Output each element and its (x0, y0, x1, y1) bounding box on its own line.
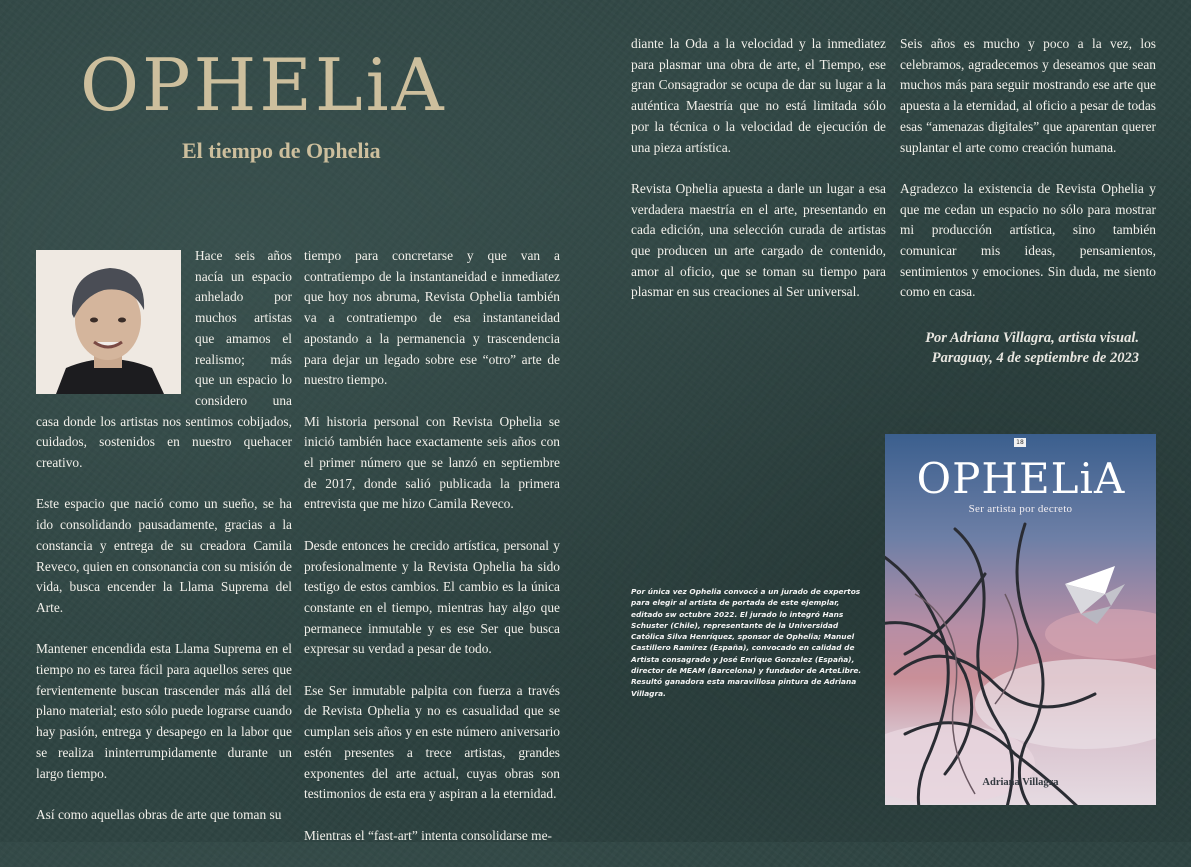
paragraph: Mientras el “fast-art” intenta consolidarse me- (304, 827, 552, 843)
author-signature (880, 328, 1139, 368)
paragraph: Revista Ophelia apuesta a darle un lugar a esa verdadera maestría en el arte, presentando en cada edición, una selección curada de artistas que producen un arte cargado de contenido, amor al oficio, que se toman su tiempo para plasmar en sus creaciones al Ser universal. (631, 180, 886, 300)
issue-number: 18 (1014, 438, 1026, 447)
paragraph: Este espacio que nació como un sueño, se ha ido consolidando pausadamente, gracias a la constancia y entrega de su creadora Camila Reveco, quien en consonancia con su misión de vida, busca encender la Llama Suprema del Arte. (36, 496, 292, 615)
cover-logo: OPHELiA (916, 454, 1126, 503)
cover-artist-name: Adriana Villagra (982, 777, 1059, 788)
paragraph: Ese Ser inmutable palpita con fuerza a través de Revista Ophelia y no es casualidad que se cumplan seis años y en este número aniversario estén presentes a trece artistas, grandes exponentes del arte actual, cuyas obras son testimonios de esta era y aspiran a la eternidad. (304, 682, 560, 802)
paragraph: Seis años es mucho y poco a la vez, los celebramos, agradecemos y deseamos que sean muchos más para seguir mostrando ese arte que apuesta a la eternidad, al oficio a pesar de todas esas “amenazas digitales” que aparentan querer suplantar el arte como creación humana. (900, 36, 1156, 155)
author-portrait (36, 250, 181, 394)
article-column-2 (304, 246, 560, 867)
paragraph: Hace seis años nacía un espacio anhelado por muchos artistas que amamos el realismo; más que un espacio lo considero una casa donde los artistas nos sentimos cobijados, cuidados, sostenidos en nuestro quehacer creativo. (36, 248, 292, 471)
page-subtitle: El tiempo de Ophelia (182, 138, 381, 163)
cover-tagline: Ser artista por decreto (968, 503, 1073, 515)
paragraph: Desde entonces he crecido artística, personal y profesionalmente y la Revista Ophelia ha sido testigo de estos cambios. El cambio es la única constante en el tiempo, mientras hay algo que permanece inmutable y es ese Ser que busca expresar su verdad a pesar de todo. (304, 537, 560, 657)
cover-caption: Por única vez Ophelia convocó a un jurado de expertos para elegir al artista de portada de este ejemplar, editado sw octubre 2022. El jurado lo integró Hans Schuster (Chile), representante de la Universidad Católica Silva Henríquez, sponsor de Ophelia; Manuel Castillero Ramirez (España), convocado en calidad de Artista consagrado y José Enrique Gonzalez (España), director de MEAM (Barcelona) y fundador de ArteLibre. Resultó ganadora esta maravillosa pintura de Adriana Villagra. (631, 587, 862, 698)
paragraph: Mantener encendida esta Llama Suprema en el tiempo no es tarea fácil para aquellos seres que fervientemente buscan trascender más allá del plano material; esto sólo puede lograrse cuando hay pasión, entrega y desapego en la labor que se realiza ininterrumpidamente durante un largo tiempo. (36, 641, 292, 781)
signature-line-2: Paraguay, 4 de septiembre de 2023 (931, 350, 1139, 366)
paragraph: tiempo para concretarse y que van a contratiempo de la instantaneidad e inmediatez que hoy nos abruma, Revista Ophelia también va a contratiempo de esa instantaneidad apostando a la permanencia y trascendencia para dejar un legado sobre ese “otro” arte de nuestro tiempo. (304, 248, 560, 388)
paragraph: diante la Oda a la velocidad y la inmediatez para plasmar una obra de arte, el Tiempo, ese gran Consagrador se ocupa de dar su lugar a la auténtica Maestría que no está limitada sólo por la técnica o la velocidad de ejecución de una pieza artística. (631, 36, 886, 155)
magazine-logo: OPHELiA (80, 43, 447, 127)
paragraph: Agradezco la existencia de Revista Ophelia y que me cedan un espacio no sólo para mostrar mi producción artística, sino también comunicar mis ideas, pensamientos, sentimientos y emociones. Sin duda, me siento como en casa. (900, 180, 1156, 300)
article-column-3 (631, 34, 886, 324)
signature-line-1: Por Adriana Villagra, artista visual. (925, 330, 1139, 346)
paragraph: Así como aquellas obras de arte que toman su (36, 806, 282, 822)
article-column-1 (36, 246, 292, 846)
magazine-cover-image (885, 434, 1156, 805)
paragraph: Mi historia personal con Revista Ophelia se inició también hace exactamente seis años con el primer número que se lanzó en septiembre de 2017, donde salió publicada la primera entrevista que me hizo Camila Reveco. (304, 413, 560, 512)
article-column-4 (900, 34, 1156, 324)
